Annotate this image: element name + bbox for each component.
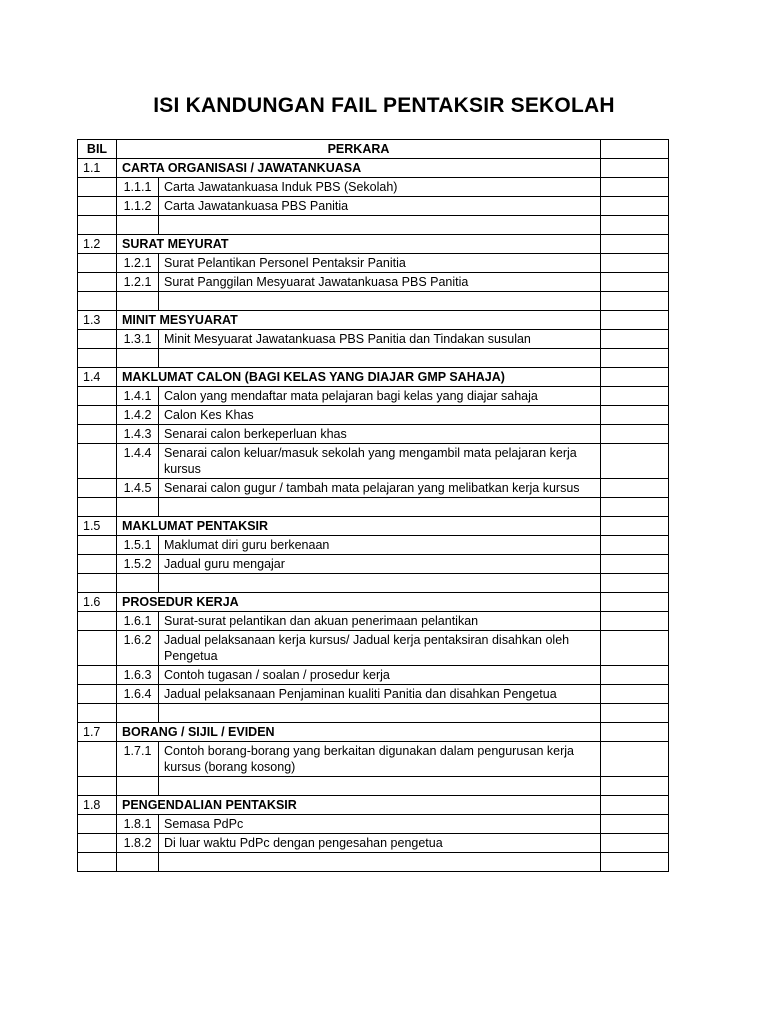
item-empty-cell (601, 178, 669, 197)
section-row (78, 368, 669, 387)
section-empty-cell (601, 796, 669, 815)
item-text: Surat Pelantikan Personel Pentaksir Panitia (159, 254, 601, 273)
blank-row (78, 853, 669, 872)
item-empty-cell (601, 387, 669, 406)
item-code: 1.1.1 (117, 178, 159, 197)
blank-cell (159, 777, 601, 796)
item-bil-cell (78, 387, 117, 406)
item-code: 1.6.2 (117, 631, 159, 666)
item-text: Surat-surat pelantikan dan akuan penerimaan pelantikan (159, 612, 601, 631)
item-text: Di luar waktu PdPc dengan pengesahan pengetua (159, 834, 601, 853)
item-row (78, 834, 669, 853)
item-empty-cell (601, 536, 669, 555)
document-title: ISI KANDUNGAN FAIL PENTAKSIR SEKOLAH (153, 94, 615, 117)
item-row (78, 612, 669, 631)
item-empty-cell (601, 330, 669, 349)
blank-cell (159, 292, 601, 311)
item-code: 1.4.1 (117, 387, 159, 406)
blank-cell (78, 216, 117, 235)
blank-cell (159, 498, 601, 517)
section-row (78, 517, 669, 536)
item-empty-cell (601, 254, 669, 273)
item-empty-cell (601, 444, 669, 479)
item-code: 1.4.4 (117, 444, 159, 479)
contents-table (77, 139, 669, 872)
item-row (78, 479, 669, 498)
blank-cell (78, 853, 117, 872)
item-code: 1.1.2 (117, 197, 159, 216)
section-number: 1.4 (78, 368, 117, 387)
blank-cell (78, 704, 117, 723)
item-row (78, 536, 669, 555)
item-text: Semasa PdPc (159, 815, 601, 834)
item-bil-cell (78, 815, 117, 834)
item-text: Jadual pelaksanaan kerja kursus/ Jadual kerja pentaksiran disahkan oleh Pengetua (159, 631, 601, 666)
blank-cell (601, 853, 669, 872)
item-text: Calon Kes Khas (159, 406, 601, 425)
item-row (78, 254, 669, 273)
blank-row (78, 349, 669, 368)
section-number: 1.1 (78, 159, 117, 178)
blank-cell (601, 292, 669, 311)
header-bil: BIL (78, 140, 117, 159)
blank-cell (117, 704, 159, 723)
item-empty-cell (601, 742, 669, 777)
blank-row (78, 498, 669, 517)
blank-cell (601, 777, 669, 796)
blank-cell (159, 853, 601, 872)
item-code: 1.7.1 (117, 742, 159, 777)
blank-cell (159, 574, 601, 593)
item-text: Senarai calon berkeperluan khas (159, 425, 601, 444)
item-text: Jadual guru mengajar (159, 555, 601, 574)
header-empty-cell (601, 140, 669, 159)
blank-cell (78, 777, 117, 796)
section-row (78, 796, 669, 815)
section-title: PENGENDALIAN PENTAKSIR (117, 796, 601, 815)
item-empty-cell (601, 425, 669, 444)
item-text: Senarai calon keluar/masuk sekolah yang mengambil mata pelajaran kerja kursus (159, 444, 601, 479)
section-title: MAKLUMAT CALON (BAGI KELAS YANG DIAJAR GMP SAHAJA) (117, 368, 601, 387)
section-number: 1.5 (78, 517, 117, 536)
item-bil-cell (78, 685, 117, 704)
item-bil-cell (78, 631, 117, 666)
item-bil-cell (78, 555, 117, 574)
item-text: Carta Jawatankuasa PBS Panitia (159, 197, 601, 216)
item-row (78, 330, 669, 349)
section-title: BORANG / SIJIL / EVIDEN (117, 723, 601, 742)
blank-cell (159, 216, 601, 235)
contents-table-body (78, 140, 669, 872)
section-title: SURAT MEYURAT (117, 235, 601, 254)
item-row (78, 555, 669, 574)
item-row (78, 815, 669, 834)
item-code: 1.2.1 (117, 254, 159, 273)
section-row (78, 593, 669, 612)
section-title: MINIT MESYUARAT (117, 311, 601, 330)
header-row (78, 140, 669, 159)
item-empty-cell (601, 631, 669, 666)
item-row (78, 406, 669, 425)
item-empty-cell (601, 555, 669, 574)
item-bil-cell (78, 742, 117, 777)
section-number: 1.2 (78, 235, 117, 254)
item-empty-cell (601, 479, 669, 498)
item-row (78, 742, 669, 777)
blank-cell (601, 349, 669, 368)
item-code: 1.3.1 (117, 330, 159, 349)
blank-cell (601, 498, 669, 517)
item-row (78, 197, 669, 216)
blank-row (78, 704, 669, 723)
item-bil-cell (78, 834, 117, 853)
item-code: 1.5.1 (117, 536, 159, 555)
item-bil-cell (78, 330, 117, 349)
item-row (78, 666, 669, 685)
item-text: Surat Panggilan Mesyuarat Jawatankuasa PBS Panitia (159, 273, 601, 292)
section-number: 1.6 (78, 593, 117, 612)
item-code: 1.6.1 (117, 612, 159, 631)
blank-cell (78, 292, 117, 311)
section-number: 1.8 (78, 796, 117, 815)
blank-cell (117, 498, 159, 517)
item-code: 1.4.5 (117, 479, 159, 498)
item-empty-cell (601, 612, 669, 631)
item-row (78, 387, 669, 406)
item-empty-cell (601, 273, 669, 292)
item-empty-cell (601, 834, 669, 853)
item-bil-cell (78, 536, 117, 555)
section-title: CARTA ORGANISASI / JAWATANKUASA (117, 159, 601, 178)
section-empty-cell (601, 235, 669, 254)
blank-row (78, 216, 669, 235)
section-empty-cell (601, 311, 669, 330)
blank-cell (117, 349, 159, 368)
blank-cell (117, 216, 159, 235)
section-title: PROSEDUR KERJA (117, 593, 601, 612)
item-text: Maklumat diri guru berkenaan (159, 536, 601, 555)
item-row (78, 685, 669, 704)
item-text: Jadual pelaksanaan Penjaminan kualiti Panitia dan disahkan Pengetua (159, 685, 601, 704)
item-code: 1.8.1 (117, 815, 159, 834)
section-empty-cell (601, 517, 669, 536)
item-bil-cell (78, 612, 117, 631)
section-row (78, 235, 669, 254)
item-row (78, 425, 669, 444)
item-code: 1.4.2 (117, 406, 159, 425)
section-number: 1.7 (78, 723, 117, 742)
section-title: MAKLUMAT PENTAKSIR (117, 517, 601, 536)
section-empty-cell (601, 723, 669, 742)
blank-row (78, 574, 669, 593)
section-empty-cell (601, 368, 669, 387)
item-bil-cell (78, 479, 117, 498)
section-row (78, 723, 669, 742)
section-row (78, 159, 669, 178)
section-empty-cell (601, 159, 669, 178)
blank-cell (117, 853, 159, 872)
blank-row (78, 777, 669, 796)
item-bil-cell (78, 425, 117, 444)
item-bil-cell (78, 666, 117, 685)
blank-cell (159, 349, 601, 368)
item-bil-cell (78, 406, 117, 425)
item-bil-cell (78, 273, 117, 292)
item-bil-cell (78, 197, 117, 216)
item-text: Calon yang mendaftar mata pelajaran bagi kelas yang diajar sahaja (159, 387, 601, 406)
item-code: 1.5.2 (117, 555, 159, 574)
blank-cell (601, 216, 669, 235)
item-empty-cell (601, 197, 669, 216)
section-empty-cell (601, 593, 669, 612)
item-empty-cell (601, 815, 669, 834)
blank-cell (601, 574, 669, 593)
item-row (78, 178, 669, 197)
item-text: Contoh tugasan / soalan / prosedur kerja (159, 666, 601, 685)
item-empty-cell (601, 406, 669, 425)
item-empty-cell (601, 685, 669, 704)
item-row (78, 273, 669, 292)
item-row (78, 444, 669, 479)
item-empty-cell (601, 666, 669, 685)
section-row (78, 311, 669, 330)
blank-cell (159, 704, 601, 723)
blank-cell (117, 777, 159, 796)
item-text: Carta Jawatankuasa Induk PBS (Sekolah) (159, 178, 601, 197)
blank-row (78, 292, 669, 311)
item-code: 1.8.2 (117, 834, 159, 853)
blank-cell (601, 704, 669, 723)
item-text: Minit Mesyuarat Jawatankuasa PBS Panitia dan Tindakan susulan (159, 330, 601, 349)
item-bil-cell (78, 254, 117, 273)
blank-cell (78, 498, 117, 517)
item-text: Contoh borang-borang yang berkaitan digunakan dalam pengurusan kerja kursus (borang kosong) (159, 742, 601, 777)
item-text: Senarai calon gugur / tambah mata pelajaran yang melibatkan kerja kursus (159, 479, 601, 498)
item-bil-cell (78, 444, 117, 479)
item-code: 1.6.3 (117, 666, 159, 685)
blank-cell (78, 574, 117, 593)
item-code: 1.4.3 (117, 425, 159, 444)
item-code: 1.6.4 (117, 685, 159, 704)
blank-cell (117, 574, 159, 593)
item-row (78, 631, 669, 666)
item-code: 1.2.1 (117, 273, 159, 292)
blank-cell (78, 349, 117, 368)
blank-cell (117, 292, 159, 311)
header-perkara: PERKARA (117, 140, 601, 159)
item-bil-cell (78, 178, 117, 197)
section-number: 1.3 (78, 311, 117, 330)
